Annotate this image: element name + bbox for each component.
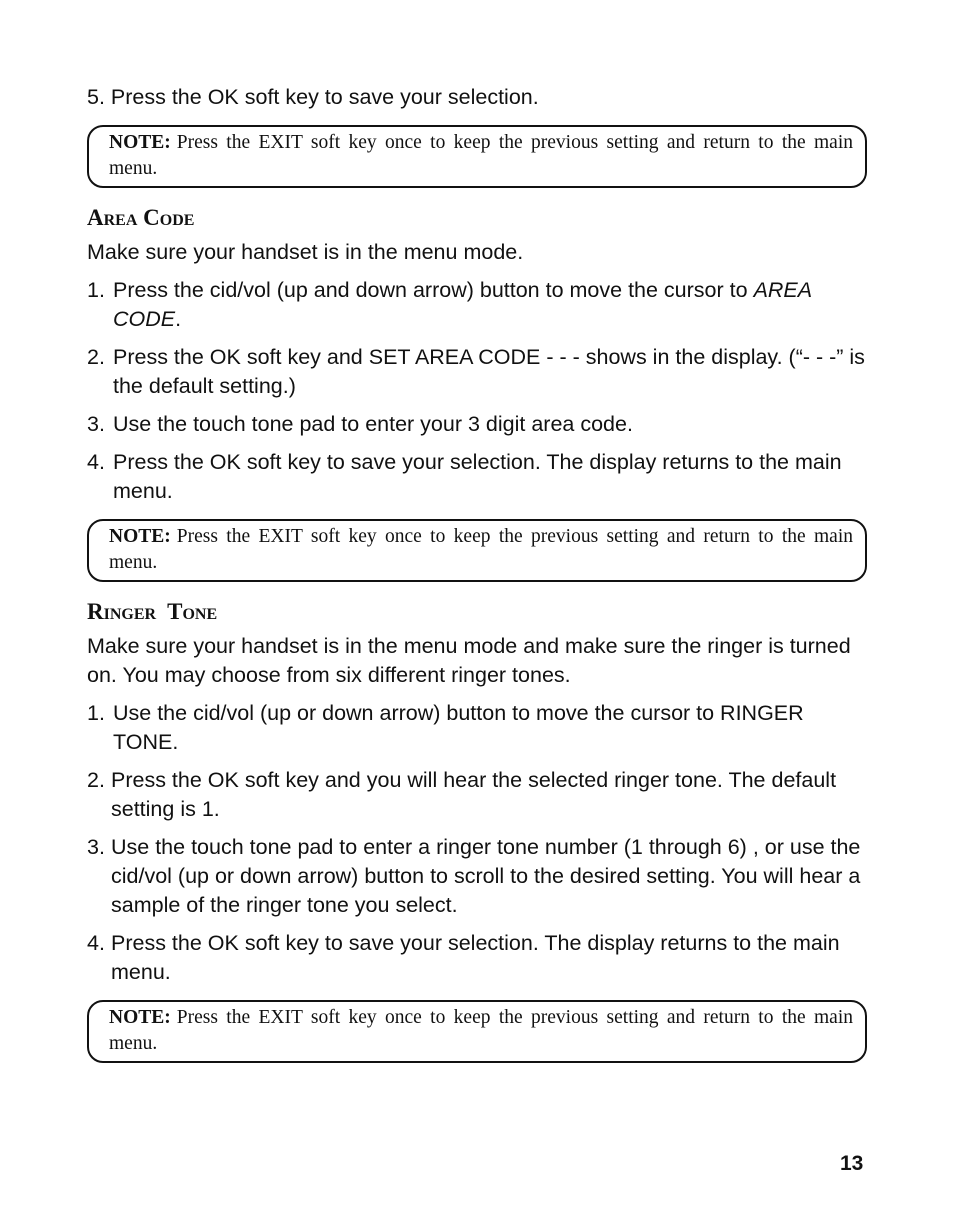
step-number: 1. [87,278,105,302]
step-text: Press the OK soft key to save your selection. The display returns to the main menu. [113,450,842,503]
step-text: Use the cid/vol (up or down arrow) button to move the cursor to RINGER TONE. [113,701,804,754]
note-box-top [87,125,867,188]
ringer-tone-step-3 [87,833,867,920]
step-number: 4. [87,450,105,474]
note-label: NOTE: [109,1007,171,1028]
step-text-end: . [175,307,182,331]
note-text: Press the EXIT soft key once to keep the previous setting and return to the main menu. [109,1007,853,1054]
area-code-step-3 [87,410,867,439]
note-text: Press the EXIT soft key once to keep the previous setting and return to the main menu. [109,132,853,179]
ringer-tone-step-2 [87,766,867,824]
area-code-step-4 [87,448,867,506]
note-box-ringer-tone [87,1000,867,1063]
step-save-selection: 5. Press the OK soft key to save your selection. [87,85,539,109]
ringer-tone-heading: Ringer Tone [87,599,218,624]
area-code-step-2 [87,343,867,401]
step-text: Press the cid/vol (up and down arrow) button to move the cursor to [113,278,748,302]
step-number: 3. [87,835,105,859]
ringer-tone-step-4 [87,929,867,987]
step-text: Press the OK soft key to save your selection. The display returns to the main menu. [111,931,840,984]
step-text: Use the touch tone pad to enter your 3 digit area code. [113,412,633,436]
note-text: Press the EXIT soft key once to keep the previous setting and return to the main menu. [109,526,853,573]
step-number: 2. [87,345,105,369]
step-number: 2. [87,768,105,792]
area-code-step-1 [87,276,867,334]
step-number: 4. [87,931,105,955]
note-label: NOTE: [109,526,171,547]
step-text: Press the OK soft key and SET AREA CODE - - - shows in the display. (“- - -” is the default setting.) [113,345,865,398]
page-number: 13 [840,1152,864,1175]
step-italic-term: AREA CODE [113,278,812,331]
note-box-area-code [87,519,867,582]
area-code-intro: Make sure your handset is in the menu mode. [87,240,524,264]
area-code-heading: Area Code [87,205,195,230]
ringer-tone-step-1 [87,699,867,757]
step-number: 3. [87,412,105,436]
ringer-tone-intro: Make sure your handset is in the menu mode and make sure the ringer is turned on. You may choose from six different ringer tones. [87,634,851,687]
manual-page [87,83,867,1063]
step-text: Press the OK soft key and you will hear the selected ringer tone. The default setting is 1. [111,768,837,821]
note-label: NOTE: [109,132,171,153]
step-number: 1. [87,701,105,725]
step-text: Use the touch tone pad to enter a ringer tone number (1 through 6) , or use the cid/vol (up or down arrow) button to scroll to the desired setting. You will hear a sample of the ringer tone you select. [111,835,861,917]
